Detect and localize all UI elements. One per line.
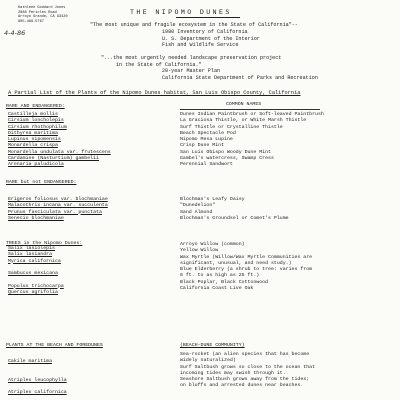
common-name: Dunes Indian Paintbrush or Soft-leaved Paintbrush (180, 112, 324, 117)
scientific-name: Atriplex leucophylla (8, 377, 67, 383)
scientific-name: Atriplex californica (8, 390, 67, 396)
quote-2-line-1: "...the most urgently needed landscape preservation project (101, 55, 282, 61)
section-heading-rare-endangered: RARE AND ENDANGERED: (6, 104, 65, 109)
section-heading-beach-foredunes: PLANTS AT THE BEACH AND FOREDUNES (6, 343, 103, 348)
scientific-name: Dithyrea maritima (8, 130, 58, 136)
common-name: Nipomo Mesa Lupine (180, 137, 233, 142)
common-names-rule (180, 109, 320, 110)
quote-2-line-3: 20-year Master Plan (162, 68, 221, 74)
common-name: Surf Saltbush grows so close to the ocean that (180, 364, 316, 370)
common-name: Sand Almond (180, 209, 213, 215)
common-name: significant, unusual, and need study.) (180, 260, 292, 266)
common-name: Beach Spectacle Pod (180, 130, 236, 136)
section-rare-endangered-sci (8, 112, 111, 168)
common-name: Surf Thistle or Crystalline Thistle (180, 124, 283, 130)
common-name: California Coast Live Oak (180, 285, 254, 291)
scientific-name: Salix lasiolepis (8, 246, 55, 251)
section-trees-common (180, 242, 312, 292)
scientific-name: Cirsium loncholepis (8, 118, 64, 124)
section-heading-trees: TREES in the Nipomo Dunes: (6, 241, 83, 246)
common-name: Blochman's Groundsel or Comet's Plume (180, 215, 289, 221)
scientific-name: Populus trichocarpa (8, 283, 64, 289)
scientific-name: Prunus fasciculata var. punctata (8, 209, 102, 215)
quote-1-line-2: 1980 Inventory of California (162, 29, 248, 35)
scientific-name: Cakile maritima (8, 359, 53, 364)
common-name: Arroyo Willow (common) (180, 242, 245, 247)
quote-1-line-1: "The most unique and fragile ecosystem in the State of California"-- (90, 22, 298, 28)
common-name: Sea-rocket (an alien species that has become (180, 352, 310, 357)
common-name: incoming tides may swish through it. (180, 370, 286, 376)
common-name: Seashore Saltbush grows away from the tides; (180, 377, 310, 382)
address-line: 805-489-5767 (18, 19, 44, 24)
common-names-heading: COMMON NAMES (226, 102, 262, 107)
section-trees-sci (8, 246, 64, 296)
scientific-name: Cirsium rhothophilum (8, 124, 67, 130)
common-name: Perennial Sandwort (180, 162, 233, 167)
scientific-name: Lupinus nipomensis (8, 137, 61, 142)
scientific-name: Quercus agrifolia (8, 289, 58, 295)
common-name: Blue Elderberry (a shrub to tree: varies from (180, 267, 313, 272)
common-name: Gambel's watercress, Swamp Cress (180, 155, 274, 161)
common-name: San Luis Obispo Woody Dune Mint (180, 149, 271, 155)
common-name: Yellow Willow (180, 248, 219, 254)
scientific-name: Cardamine (Nasturtium) gambelii (8, 155, 99, 161)
common-name: Crisp Dune Mint (180, 143, 225, 149)
address-line: Arroyo Grande, CA 93420 (18, 15, 68, 20)
scientific-name: Erigeron foliosus var. blochmaniae (8, 197, 108, 202)
scientific-name: Monardella crispa (8, 143, 58, 149)
section-rare-not-endangered-sci (8, 197, 108, 222)
scientific-name: Arenaria paludicola (8, 162, 64, 167)
section-heading-rare-not-endangered: RARE but not ENDANGERED: (6, 180, 77, 185)
title-underline (176, 17, 240, 18)
scientific-name: Castilleja mollis (8, 112, 58, 117)
common-name: La Graciosa Thistle, or White Marsh Thistle (180, 118, 307, 124)
sender-address (18, 6, 68, 24)
quote-2-line-2: in the State of California." (116, 61, 202, 68)
address-line: Kathleen Goddard Jones (18, 6, 66, 10)
quote-1-line-4: Fish and Wildlife Service (162, 42, 239, 48)
scientific-name: Salix lasiandra (8, 252, 53, 258)
common-name: 6 ft. to as high as 25 ft.) (180, 273, 260, 279)
common-name: "Dunedelion" (180, 203, 216, 209)
quote-2-line-4: California State Department of Parks and Recreation (162, 74, 318, 81)
section-beach-common (180, 352, 315, 390)
scientific-name: Monardella undulata var. frutescens (8, 149, 111, 155)
section-rare-endangered-common (180, 112, 324, 168)
section-beach-sci (8, 359, 67, 397)
common-name: Black Poplar, Black Cottonwood (180, 279, 269, 285)
scientific-name: Malacothrix incana var. succulenta (8, 203, 108, 209)
common-name: on bluffs and arrested dunes near beaches. (180, 383, 304, 389)
scientific-name: Myrica californica (8, 258, 61, 264)
partial-list-heading: A Partial List of the Plants of the Nipomo Dunes habitat, San Luis Obispo County, California (8, 90, 301, 96)
scientific-name: Sambucus mexicana (8, 271, 58, 276)
handwritten-date: 4-4-86 (4, 29, 26, 37)
document-title: THE NIPOMO DUNES (130, 9, 232, 16)
quote-1-line-3: U. S. Department of the Interior (162, 35, 260, 42)
scientific-name: Senecio blochmaniae (8, 215, 64, 221)
address-line: 2888 Pericles Road (18, 10, 57, 15)
common-name: Wax Myrtle (Willow/Wax Myrtle Communities are (180, 254, 313, 260)
common-name: Blochman's Leafy Daisy (180, 197, 245, 202)
section-rare-not-endangered-common (180, 197, 289, 222)
beach-dune-community-heading: (BEACH-DUNE COMMUNITY) (180, 343, 245, 348)
common-name: widely naturalized) (180, 358, 236, 364)
